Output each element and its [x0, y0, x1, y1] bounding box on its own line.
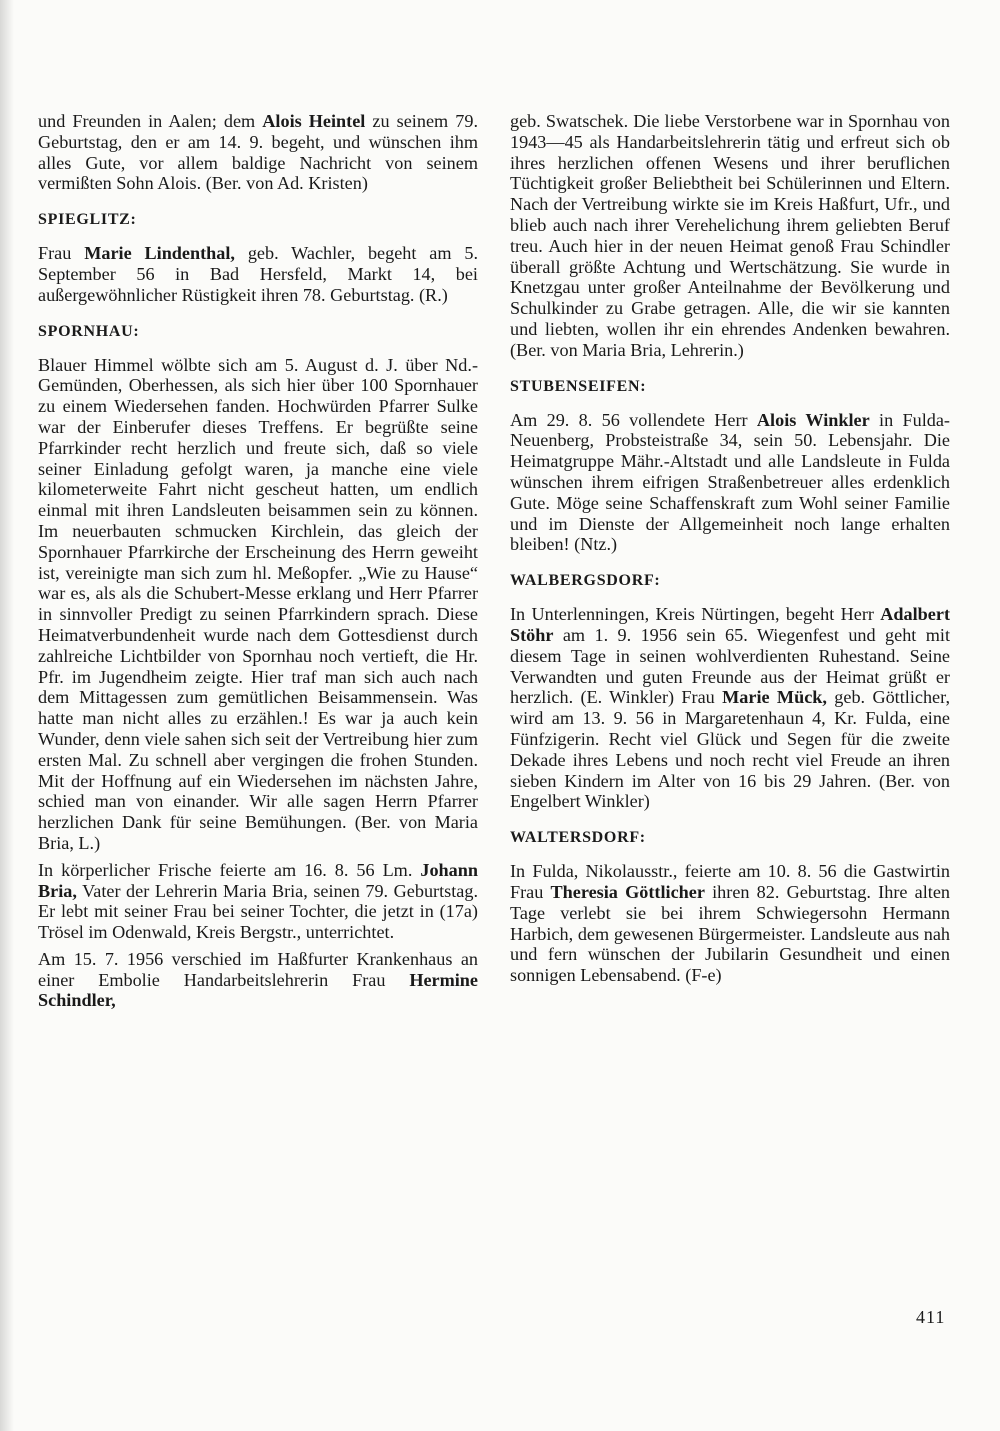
page-number: 411 — [916, 1307, 946, 1327]
heading-spornhau: SPORNHAU: — [38, 322, 140, 340]
alois-winkler-paragraph: Am 29. 8. 56 vollendete Herr Alois Winkler in Fulda-Neuenberg, Probsteistraße 34, sein 50. Lebensjahr. Die Heimatgruppe Mähr.-Altstadt und alle Landsleute in Fulda wünschen ihrem eifrigen Straßenbetreuer alles erdenklich Gute. Möge seine Schaffenskraft zum Wohl seiner Familie und im Dienste der Allgemeinheit noch lange erhalten bleiben! (Ntz.) — [510, 409, 950, 555]
binding-shadow — [0, 0, 14, 1431]
spornhau-meeting-paragraph: Blauer Himmel wölbte sich am 5. August d. J. über Nd.-Gemünden, Oberhessen, als sich hier über 100 Spornhauer zu einem Wiedersehen fanden. Hochwürden Pfarrer Sulke war der Einberufer dieses Treffens. Er begrüßte seine Pfarrkinder recht herzlich und freute sich, daß so viele seiner Einladung gefolgt waren, ja manche eine viele kilometerweite Fahrt nicht gescheut hatten, um endlich einmal mit ihren Landsleuten beisammen sein zu können. Im neuerbauten schmucken Kirchlein, das gleich der Spornhauer Pfarrkirche der Erscheinung des Herrn geweiht ist, vereinigte man sich zum hl. Meßopfer. „Wie zu Hause“ war es, als als die Schubert-Messe erklang und Herr Pfarrer in sinnvoller Predigt zu seinen Pfarrkindern sprach. Diese Heimatverbundenheit wurde nach dem Gottesdienst durch zahlreiche Lichtbilder von Spornhau noch vertieft, die Hr. Pfr. im Jugendheim zeigte. Hier traf man sich auch nach dem Mittagessen zum gemütlichen Beisammensein. Was hatte man nicht alles zu erzählen.! Es war ja auch kein Wunder, denn viele sahen sich seit der Vertreibung hier zum ersten Mal. Zu schnell aber vergingen die frohen Stunden. Mit der Hoffnung auf ein Wiedersehen im nächsten Jahre, schied man von einander. Wir alle sagen Herrn Pfarrer herzlichen Dank für seine Bemühungen. (Ber. von Maria Bria, L.) — [38, 354, 478, 853]
right-column — [510, 111, 950, 992]
left-column — [38, 111, 478, 1017]
walbergsdorf-paragraph: In Unterlenningen, Kreis Nürtingen, begeht Herr Adalbert Stöhr am 1. 9. 1956 sein 65. Wiegenfest und geht mit diesem Tage in seinen wohlverdienten Ruhestand. Seine Verwandten und guten Freunde aus der Heimat grüßt er herzlich. (E. Winkler) Frau Marie Mück, geb. Göttlicher, wird am 13. 9. 56 in Margaretenhaun 4, Kr. Fulda, eine Fünfzigerin. Recht viel Glück und Segen für die zweite Dekade ihres Lebens und noch recht viel Freude an ihren sieben Kindern im Alter von 16 bis 29 Jahren. (Ber. von Engelbert Winkler) — [510, 604, 950, 812]
hermine-schindler-paragraph: Am 15. 7. 1956 verschied im Haßfurter Krankenhaus an einer Embolie Handarbeitslehrerin Frau Hermine Schindler, — [38, 948, 478, 1011]
heading-waltersdorf: WALTERSDORF: — [510, 829, 646, 847]
alois-heintel-paragraph: und Freunden in Aalen; dem Alois Heintel zu seinem 79. Geburtstag, den er am 14. 9. begeht, und wünschen ihm alles Gute, vor allem baldige Nachricht von seinem vermißten Sohn Alois. (Ber. von Ad. Kristen) — [38, 111, 478, 194]
marie-lindenthal-paragraph: Frau Marie Lindenthal, geb. Wachler, begeht am 5. September 56 in Bad Hersfeld, Markt 14, bei außergewöhnlicher Rüstigkeit ihren 78. Geburtstag. (R.) — [38, 243, 479, 305]
heading-stubenseifen: STUBENSEIFEN: — [510, 377, 647, 395]
theresia-goettlicher-paragraph: In Fulda, Nikolausstr., feierte am 10. 8. 56 die Gastwirtin Frau Theresia Göttlicher ihren 82. Geburtstag. Ihre alten Tage verlebt sie bei ihrem Schwiegersohn Hermann Harbich, dem gewesenen Bürgermeister. Landsleute aus nah und fern wünschen der Jubilarin Gesundheit und einen sonnigen Lebensabend. (F-e) — [510, 861, 950, 986]
heading-spieglitz: SPIEGLITZ: — [38, 211, 137, 229]
heading-walbergsdorf: WALBERGSDORF: — [510, 572, 661, 590]
johann-bria-paragraph: In körperlicher Frische feierte am 16. 8. 56 Lm. Johann Bria, Vater der Lehrerin Maria Bria, seinen 79. Geburtstag. Er lebt mit seiner Frau bei seiner Tochter, die jetzt in (17a) Trösel im Odenwald, Kreis Bergstr., unterrichtet. — [38, 859, 478, 943]
schindler-obituary-paragraph: geb. Swatschek. Die liebe Verstorbene war in Spornhau von 1943—45 als Handarbeitslehrerin tätig und erfreut sich ob ihres herzlichen offenen Wesens und ihrer beruflichen Tüchtigkeit großer Beliebtheit bei Schülerinnen und Eltern. Nach der Vertreibung wirkte sie im Kreis Haßfurt, Ufr., und blieb auch nach ihrer Verehelichung ihrem geliebten Beruf treu. Auch hier in der neuen Heimat genoß Frau Schindler überall größte Achtung und Wertschätzung. Sie wurde in Knetzgau unter großer Anteilnahme der Bevölkerung und Schulkinder zu Grabe getragen. Alle, die wir sie kannten und liebten, wollen ihr ein ehrendes Andenken bewahren. (Ber. von Maria Bria, Lehrerin.) — [510, 111, 950, 360]
